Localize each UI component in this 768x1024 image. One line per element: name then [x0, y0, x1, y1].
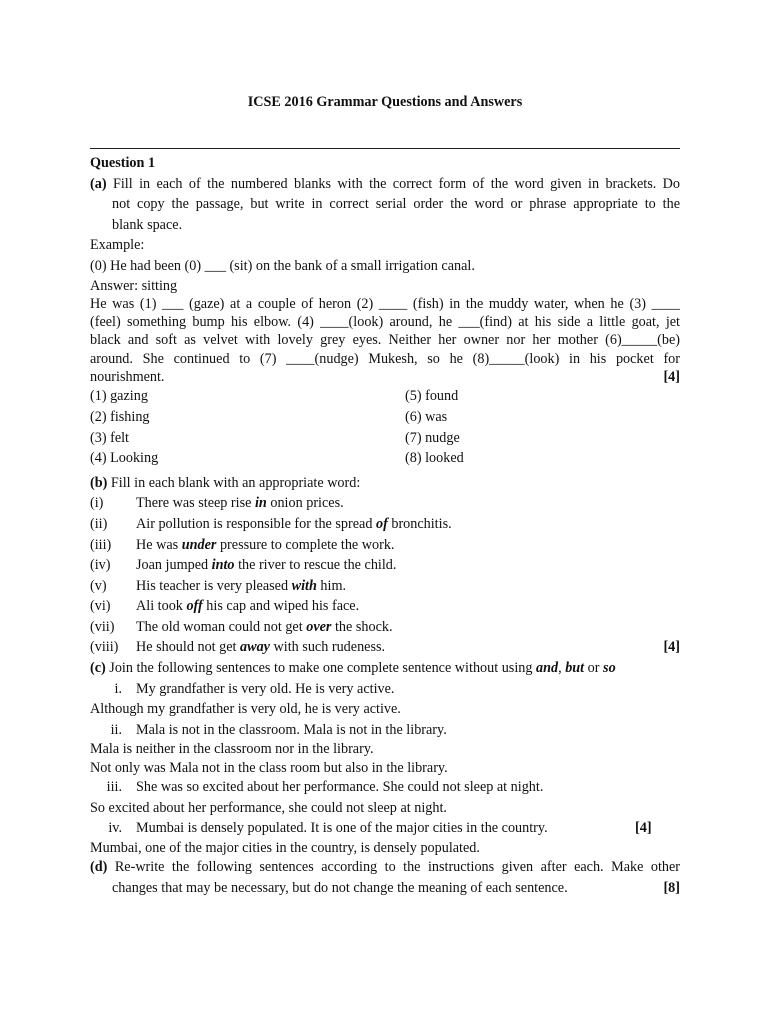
answer-row-1	[90, 386, 680, 407]
part-b-item-text-before: He was	[136, 536, 182, 553]
example-label: Example:	[90, 237, 145, 254]
part-b-item-answer-word: over	[306, 618, 332, 635]
part-b-item-text-after: the river to rescue the child.	[234, 557, 397, 574]
part-a-instruction-line-1	[90, 174, 680, 195]
part-a-label: (a)	[90, 175, 107, 192]
answer-8: (8) looked	[405, 450, 464, 467]
part-c-sep-2: or	[584, 660, 604, 677]
part-b-item-text-before: Joan jumped	[136, 557, 212, 574]
part-c-word-and: and	[536, 660, 559, 677]
part-b-item-text-after: the shock.	[331, 618, 393, 635]
answer-3: (3) felt	[90, 429, 129, 446]
part-c-q4-number: iv.	[108, 820, 122, 837]
part-b-item	[90, 637, 680, 658]
answer-1: (1) gazing	[90, 388, 148, 405]
part-c-q1-text: My grandfather is very old. He is very active.	[136, 680, 395, 697]
part-d-instruction-text-1: Re-write the following sentences according to the instructions given after each. Make other	[114, 859, 681, 876]
part-d-label: (d)	[90, 859, 108, 876]
part-c-instruction-text: Join the following sentences to make one complete sentence without using	[109, 660, 537, 677]
part-b-item-text-after: with such rudeness.	[269, 639, 386, 656]
part-b-items	[90, 493, 680, 658]
part-c-answer-1: Although my grandfather is very old, he is very active.	[90, 701, 401, 718]
part-c-q1-number: i.	[114, 680, 122, 697]
part-b-instruction-text: Fill in each blank with an appropriate word:	[110, 474, 361, 491]
example-sentence: (0) He had been (0) ___ (sit) on the bank of a small irrigation canal.	[90, 257, 475, 274]
part-c-question-1	[90, 679, 680, 700]
passage-line-5	[90, 368, 680, 386]
part-b-item-text-before: Ali took	[136, 598, 187, 615]
passage-line-3: black and soft as velvet with lovely grey eyes. Neither her owner nor her mother (6)_____(be)	[90, 332, 680, 349]
part-c-word-so: so	[603, 660, 616, 677]
part-c-marks: [4]	[635, 820, 652, 837]
part-c-question-4	[90, 818, 680, 839]
part-c-q3-text: She was so excited about her performance. She could not sleep at night.	[136, 779, 544, 796]
part-b-item-answer-word: into	[211, 557, 235, 574]
part-c-q2-text: Mala is not in the classroom. Mala is not in the library.	[136, 721, 447, 738]
part-b-item-answer-word: with	[291, 577, 317, 594]
passage-line-1: He was (1) ___ (gaze) at a couple of heron (2) ____ (fish) in the muddy water, when he (3) ____	[90, 295, 680, 312]
part-a-instruction-line-3: blank space.	[112, 216, 183, 233]
part-b-item	[90, 617, 680, 638]
part-c-sep-1: ,	[558, 660, 566, 677]
part-b-item	[90, 596, 680, 617]
part-b-item-text-before: He should not get	[136, 639, 241, 656]
part-b-item-number: (viii)	[90, 639, 119, 656]
example-answer: Answer: sitting	[90, 277, 178, 294]
part-b-item-text-after: him.	[316, 577, 347, 594]
part-b-item-number: (vii)	[90, 618, 115, 635]
part-b-item-number: (iv)	[90, 557, 111, 574]
part-c-q3-number: iii.	[106, 779, 122, 796]
answer-row-2	[90, 407, 680, 428]
part-b-item	[90, 535, 680, 556]
part-b-item-number: (i)	[90, 495, 104, 512]
part-b-instruction	[90, 473, 680, 494]
part-b-item	[90, 493, 680, 514]
question-content	[90, 153, 680, 898]
passage-line-5-text: nourishment.	[90, 369, 165, 386]
part-b-item-answer-word: in	[254, 495, 267, 512]
part-b-marks: [4]	[663, 639, 680, 656]
part-b-item-text-before: His teacher is very pleased	[136, 577, 292, 594]
part-b-item-answer-word: off	[186, 598, 203, 615]
part-c-answer-2a: Mala is neither in the classroom nor in the library.	[90, 741, 374, 758]
passage-line-4: around. She continued to (7) ____(nudge) Mukesh, so he (8)_____(look) in his pocket for	[90, 350, 680, 367]
part-a-instruction-line-2: not copy the passage, but write in correct serial order the word or phrase appropriate to the	[112, 196, 680, 213]
page-title: ICSE 2016 Grammar Questions and Answers	[247, 94, 523, 110]
part-c-label: (c)	[90, 660, 106, 677]
part-b-item-answer-word: under	[181, 536, 217, 553]
part-c-instruction	[90, 658, 680, 679]
part-b-item-answer-word: away	[240, 639, 270, 656]
part-d-instruction-line-1	[90, 857, 680, 878]
part-b-item-answer-word: of	[375, 515, 388, 532]
part-d-instruction-line-2	[90, 878, 680, 899]
part-a-marks: [4]	[663, 369, 680, 386]
part-b-item-number: (ii)	[90, 515, 108, 532]
part-c-q2-number: ii.	[110, 721, 122, 738]
answer-2: (2) fishing	[90, 408, 150, 425]
part-d-marks: [8]	[663, 879, 680, 896]
part-b-item-number: (v)	[90, 577, 107, 594]
part-b-item	[90, 555, 680, 576]
answer-6: (6) was	[405, 408, 448, 425]
part-c-question-2	[90, 720, 680, 741]
part-b-item-text-after: pressure to complete the work.	[216, 536, 395, 553]
passage-line-2: (feel) something bump his elbow. (4) ____(look) around, he ___(find) at his side a little goat, jet	[90, 314, 680, 331]
part-c-answer-3: So excited about her performance, she could not sleep at night.	[90, 799, 447, 816]
answer-4: (4) Looking	[90, 450, 159, 467]
part-b-item-text-before: The old woman could not get	[136, 618, 307, 635]
part-b-label: (b)	[90, 474, 108, 491]
part-b-item-number: (vi)	[90, 598, 111, 615]
part-b-item	[90, 576, 680, 597]
answer-7: (7) nudge	[405, 429, 460, 446]
answer-row-4	[90, 448, 680, 469]
part-c-word-but: but	[565, 660, 585, 677]
part-b-item-text-before: Air pollution is responsible for the spread	[136, 515, 376, 532]
title-divider	[90, 148, 680, 149]
answer-5: (5) found	[405, 388, 459, 405]
part-c-answer-2b: Not only was Mala not in the class room but also in the library.	[90, 759, 448, 776]
part-b-item	[90, 514, 680, 535]
part-b-item-number: (iii)	[90, 536, 112, 553]
part-b-item-text-after: onion prices.	[266, 495, 344, 512]
question-heading: Question 1	[90, 155, 156, 171]
part-c-answer-4: Mumbai, one of the major cities in the country, is densely populated.	[90, 839, 480, 856]
part-d-instruction-text-2: changes that may be necessary, but do not change the meaning of each sentence.	[112, 879, 568, 896]
part-c-q4-text: Mumbai is densely populated. It is one of the major cities in the country.	[136, 820, 548, 837]
answer-row-3	[90, 428, 680, 449]
part-b-item-text-before: There was steep rise	[136, 495, 255, 512]
part-a-instruction-text-1: Fill in each of the numbered blanks with the correct form of the word given in brackets. Do	[112, 175, 680, 192]
part-b-item-text-after: bronchitis.	[387, 515, 452, 532]
part-c-question-3	[90, 777, 680, 798]
part-b-item-text-after: his cap and wiped his face.	[202, 598, 360, 615]
